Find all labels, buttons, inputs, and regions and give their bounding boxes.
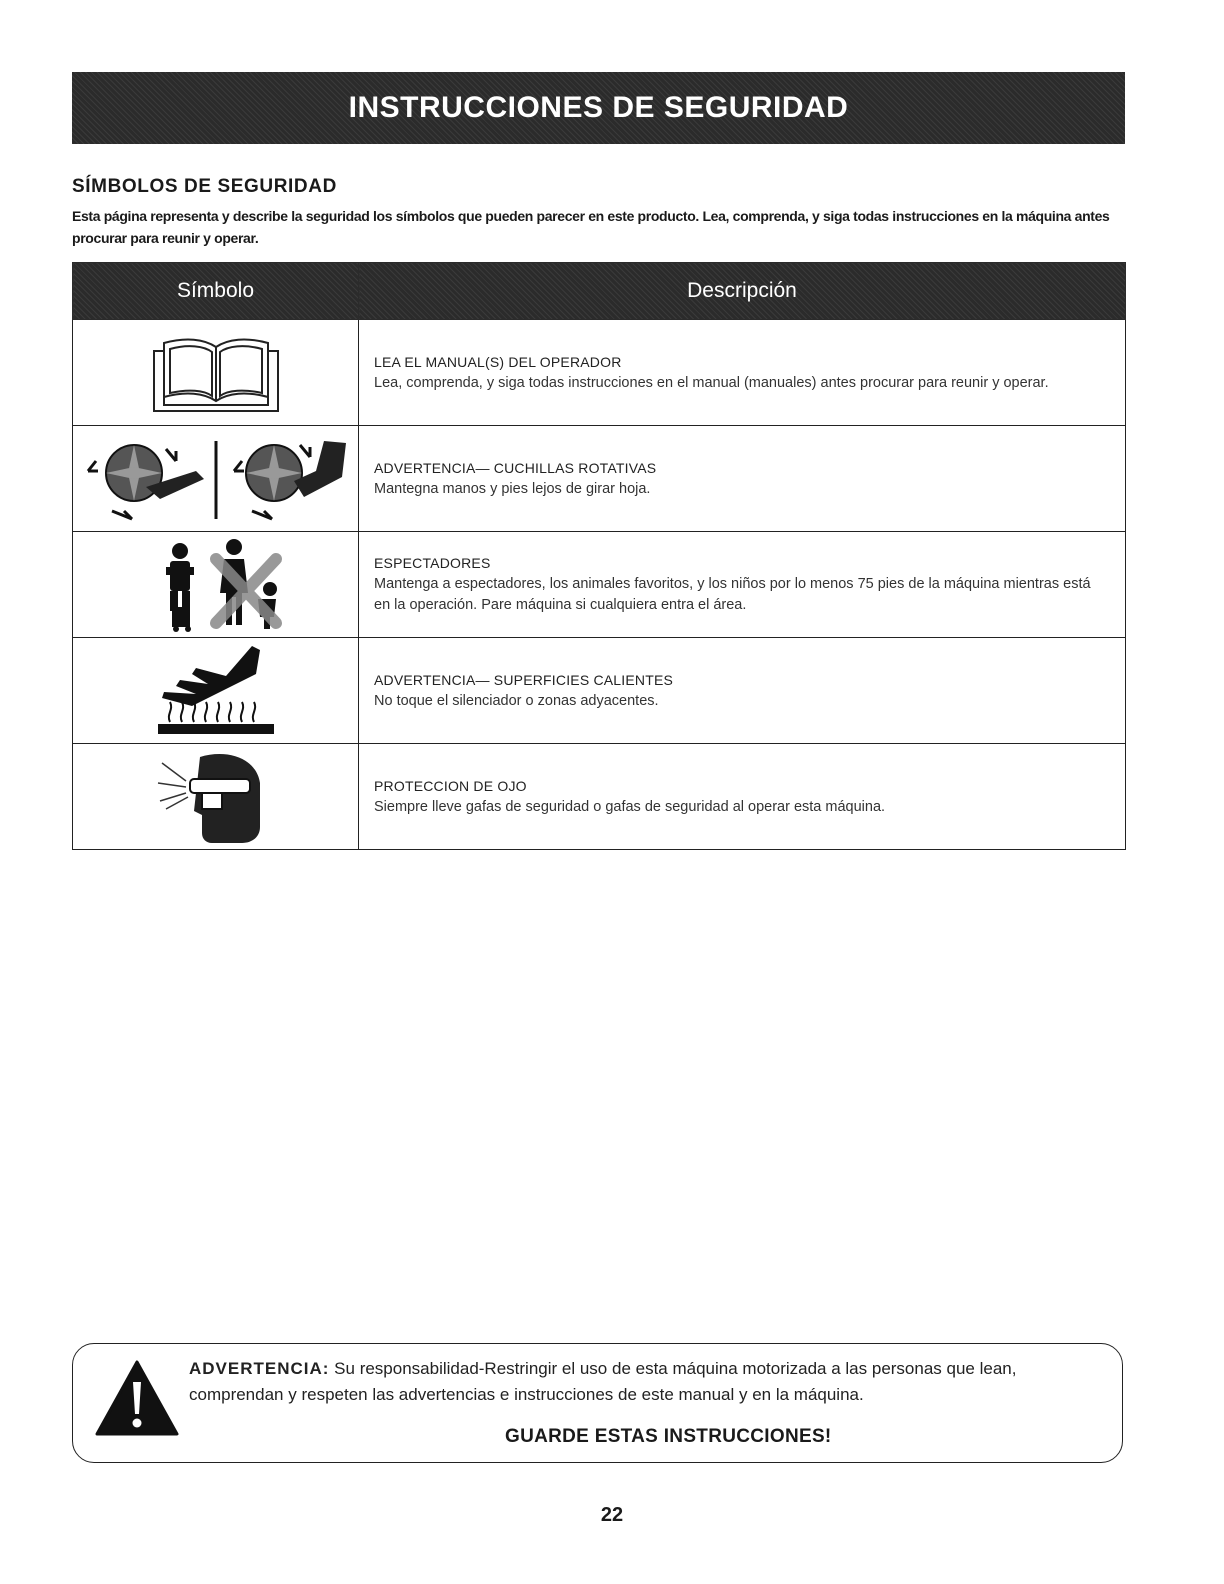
- table-row: [73, 426, 1126, 532]
- table-row: [73, 532, 1126, 638]
- warning-label: ADVERTENCIA:: [189, 1359, 330, 1378]
- description-cell: [359, 744, 1126, 850]
- symbol-cell: [73, 532, 359, 638]
- table-row: [73, 638, 1126, 744]
- symbol-column-header: Símbolo: [73, 263, 359, 320]
- table-row: [73, 744, 1126, 850]
- symbol-cell: [73, 638, 359, 744]
- row-text: Lea, comprenda, y siga todas instrucciones en el manual (manuales) antes procurar para reunir y operar.: [374, 374, 1049, 391]
- page-banner: [72, 72, 1125, 144]
- warning-message: Su responsabilidad-Restringir el uso de esta máquina motorizada a las personas que lean, comprendan y respeten las advertencias e instrucciones de este manual y en la máquina.: [189, 1359, 1017, 1404]
- row-title: ADVERTENCIA— SUPERFICIES CALIENTES: [374, 671, 674, 688]
- warning-text-block: [189, 1356, 1109, 1408]
- symbol-cell: [73, 320, 359, 426]
- rotating-blades-icon: [76, 431, 356, 527]
- warning-box: [72, 1343, 1123, 1463]
- row-text: No toque el silenciador o zonas adyacentes.: [374, 692, 659, 709]
- banner-title: INSTRUCCIONES DE SEGURIDAD: [348, 91, 849, 124]
- warning-triangle-icon: [95, 1358, 179, 1438]
- row-title: LEA EL MANUAL(S) DEL OPERADOR: [374, 353, 622, 370]
- row-text: Siempre lleve gafas de seguridad o gafas de seguridad al operar esta máquina.: [374, 798, 886, 815]
- row-title: PROTECCION DE OJO: [374, 777, 527, 794]
- description-cell: [359, 426, 1126, 532]
- description-cell: [359, 532, 1126, 638]
- page-number: 22: [600, 1504, 624, 1526]
- table-row: [73, 320, 1126, 426]
- description-cell: [359, 638, 1126, 744]
- row-text: Mantegna manos y pies lejos de girar hoja.: [374, 480, 651, 497]
- bystanders-icon: [146, 537, 286, 633]
- row-title: ADVERTENCIA— CUCHILLAS ROTATIVAS: [374, 459, 657, 476]
- safety-symbols-table: [72, 262, 1126, 850]
- symbol-cell: [73, 426, 359, 532]
- operator-manual-icon: [146, 333, 286, 413]
- section-intro: Esta página representa y describe la seguridad los símbolos que pueden parecer en este producto. Lea, comprenda, y siga todas instrucciones en la máquina antes procurar para reunir y operar.: [72, 208, 1110, 246]
- description-column-header: Descripción: [359, 263, 1126, 320]
- eye-protection-icon: [156, 749, 276, 845]
- row-text: Mantenga a espectadores, los animales favoritos, y los niños por lo menos 75 pies de la máquina mientras está en la operación. Pare máquina si cualquiera entra el área.: [374, 576, 1091, 613]
- save-instructions-heading: GUARDE ESTAS INSTRUCCIONES!: [505, 1426, 832, 1447]
- table-header-row: [73, 263, 1126, 320]
- row-title: ESPECTADORES: [374, 555, 491, 571]
- symbol-cell: [73, 744, 359, 850]
- section-title: SÍMBOLOS DE SEGURIDAD: [72, 176, 337, 197]
- description-cell: [359, 320, 1126, 426]
- hot-surface-icon: [156, 644, 276, 738]
